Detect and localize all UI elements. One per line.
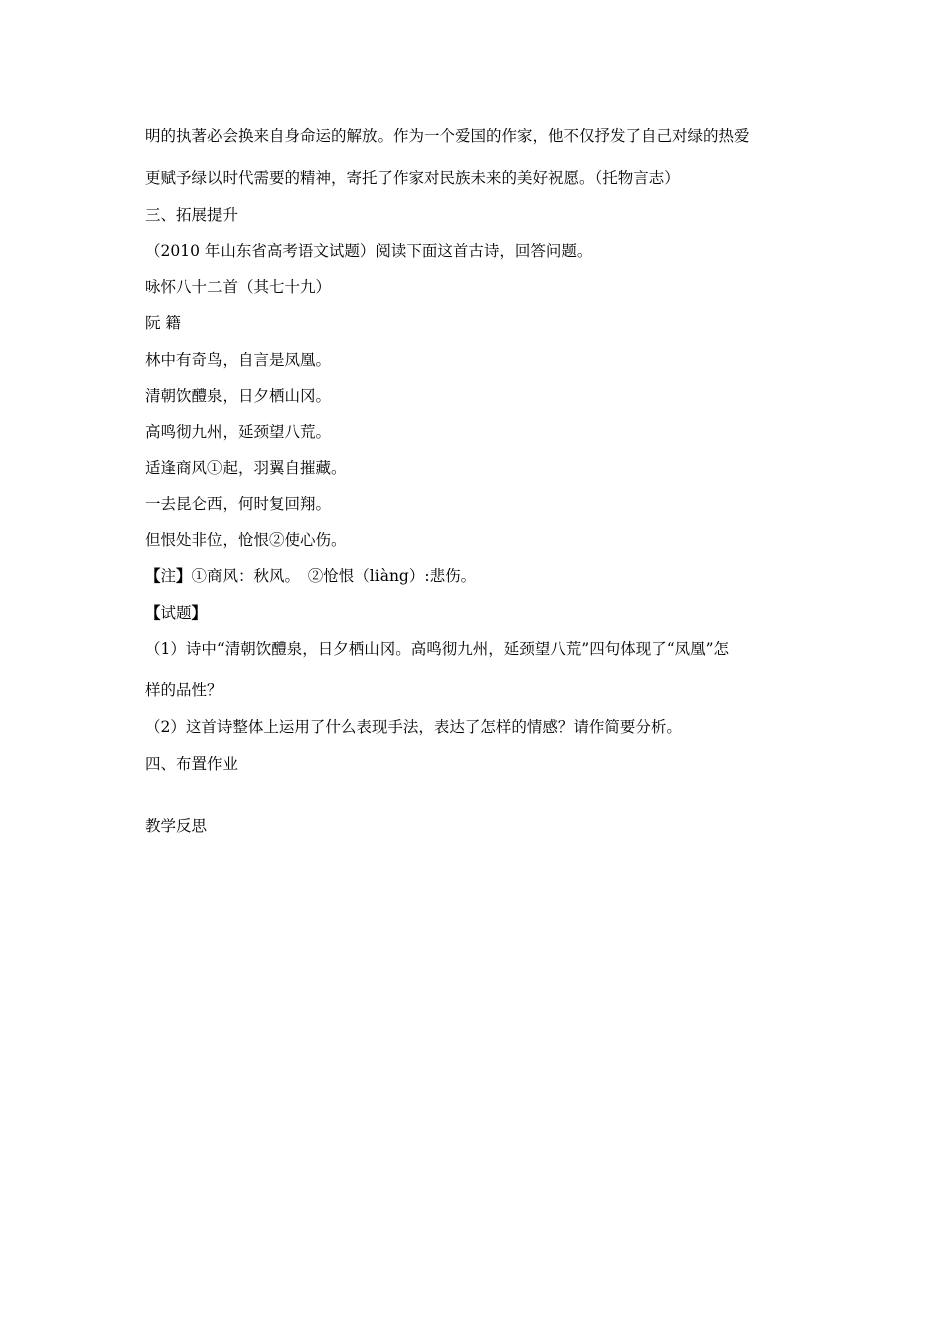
poem-line: 高鸣彻九州，延颈望八荒。 xyxy=(145,423,332,441)
note-text: ①商风：秋风。 ②怆恨（liàng）:悲伤。 xyxy=(191,567,477,585)
note-bracket-open: 【 xyxy=(145,566,161,585)
poem-title: 咏怀八十二首（其七十九） xyxy=(145,278,332,296)
poem-line: 适逢商风①起，羽翼自摧藏。 xyxy=(145,459,347,477)
paragraph-line: 更赋予绿以时代需要的精神，寄托了作家对民族未来的美好祝愿。（托物言志） xyxy=(145,169,680,187)
question-1-line: （1）诗中“清朝饮醴泉，日夕栖山冈。高鸣彻九州，延颈望八荒”四句体现了“凤凰”怎 xyxy=(145,640,730,658)
poem-author: 阮 籍 xyxy=(145,314,181,332)
question-2: （2）这首诗整体上运用了什么表现手法，表达了怎样的情感？请作简要分析。 xyxy=(145,718,682,736)
section-heading-extension: 三、拓展提升 xyxy=(145,206,239,224)
paragraph-line: 明的执著必会换来自身命运的解放。作为一个爱国的作家，他不仅抒发了自己对绿的热爱 xyxy=(145,127,750,145)
questions-bracket-open: 【 xyxy=(145,603,161,622)
teaching-reflection-heading: 教学反思 xyxy=(145,817,208,835)
note-label: 注 xyxy=(160,567,177,585)
question-1-line: 样的品性？ xyxy=(145,681,223,699)
questions-bracket-close: 】 xyxy=(191,603,208,622)
poem-line: 林中有奇鸟，自言是凤凰。 xyxy=(145,351,332,369)
questions-label: 试题 xyxy=(160,604,192,622)
annotation-note xyxy=(145,566,476,586)
poem-line: 一去昆仑西，何时复回翔。 xyxy=(145,495,332,513)
poem-line: 但恨处非位，怆恨②使心伤。 xyxy=(145,531,347,549)
section-heading-homework: 四、布置作业 xyxy=(145,755,239,773)
exam-intro: （2010 年山东省高考语文试题）阅读下面这首古诗，回答问题。 xyxy=(145,242,593,260)
note-bracket-close: 】 xyxy=(176,566,192,585)
poem-line: 清朝饮醴泉，日夕栖山冈。 xyxy=(145,387,332,405)
questions-heading xyxy=(145,603,207,623)
